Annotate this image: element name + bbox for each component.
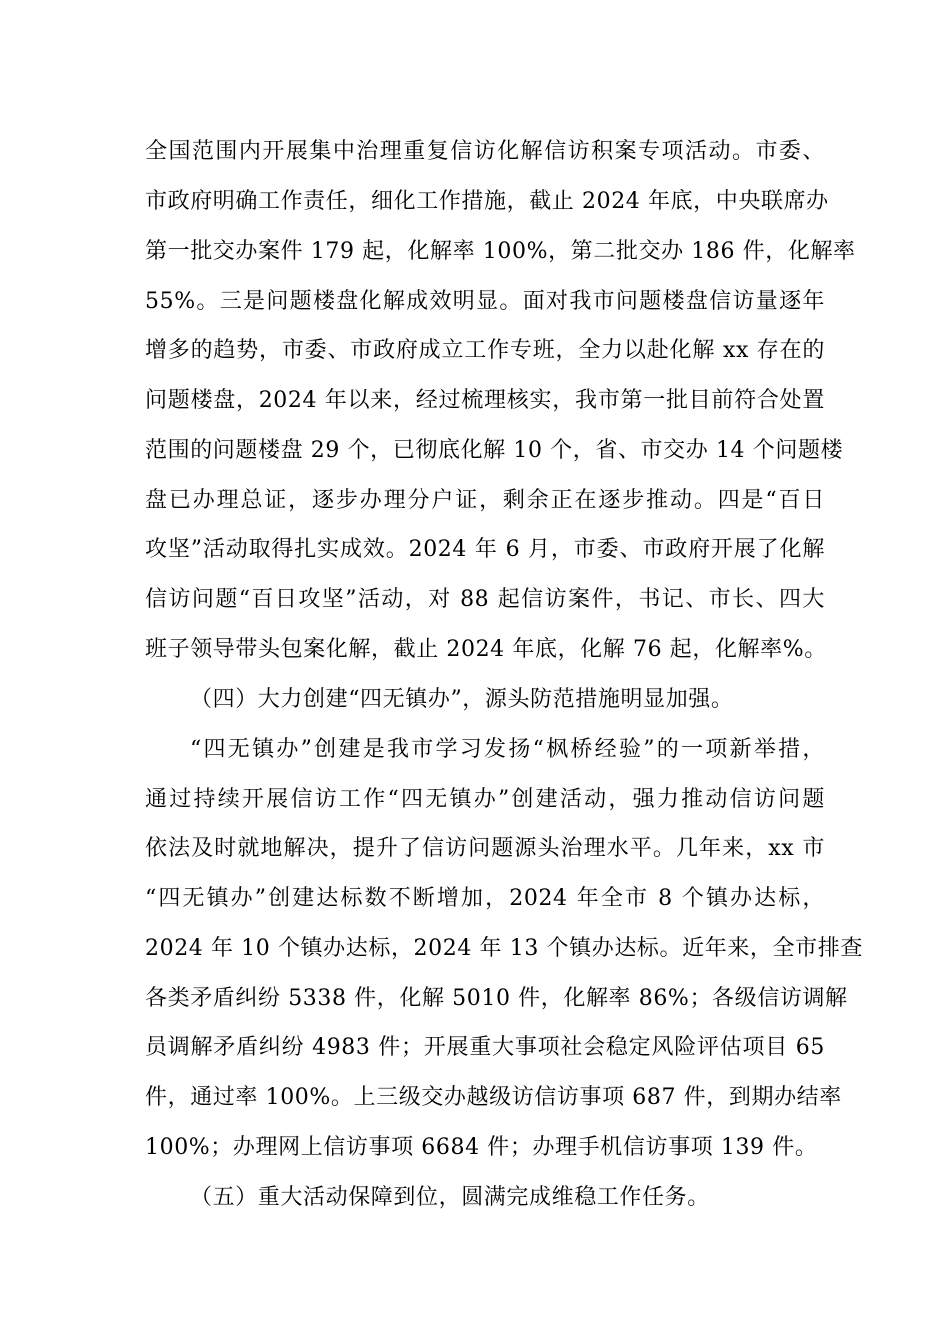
body-line-14: 依法及时就地解决，提升了信访问题源头治理水平。几年来，xx 市 bbox=[145, 836, 825, 861]
body-line-5: 增多的趋势，市委、市政府成立工作专班，全力以赴化解 xx 存在的 bbox=[145, 338, 825, 363]
body-line-7: 范围的问题楼盘 29 个，已彻底化解 10 个，省、市交办 14 个问题楼 bbox=[145, 438, 844, 463]
body-line-15: “四无镇办”创建达标数不断增加，2024 年全市 8 个镇办达标， bbox=[145, 886, 825, 911]
body-line-18: 员调解矛盾纠纷 4983 件；开展重大事项社会稳定风险评估项目 65 bbox=[145, 1035, 825, 1060]
body-line-20: 100%；办理网上信访事项 6684 件；办理手机信访事项 139 件。 bbox=[145, 1135, 818, 1160]
body-line-9: 攻坚”活动取得扎实成效。2024 年 6 月，市委、市政府开展了化解 bbox=[145, 537, 825, 562]
section-heading-4: （四）大力创建“四无镇办”，源头防范措施明显加强。 bbox=[190, 687, 734, 712]
body-line-11: 班子领导带头包案化解，截止 2024 年底，化解 76 起，化解率%。 bbox=[145, 637, 827, 662]
body-line-12: “四无镇办”创建是我市学习发扬“枫桥经验”的一项新举措， bbox=[190, 737, 825, 762]
body-line-19: 件，通过率 100%。上三级交办越级访信访事项 687 件，到期办结率 bbox=[145, 1085, 842, 1110]
body-line-17: 各类矛盾纠纷 5338 件，化解 5010 件，化解率 86%；各级信访调解 bbox=[145, 986, 848, 1011]
body-line-4: 55%。三是问题楼盘化解成效明显。面对我市问题楼盘信访量逐年 bbox=[145, 289, 825, 314]
body-line-3: 第一批交办案件 179 起，化解率 100%，第二批交办 186 件，化解率 bbox=[145, 239, 856, 264]
body-line-16: 2024 年 10 个镇办达标，2024 年 13 个镇办达标。近年来，全市排查 bbox=[145, 936, 863, 961]
section-heading-5: （五）重大活动保障到位，圆满完成维稳工作任务。 bbox=[190, 1185, 710, 1210]
body-line-6: 问题楼盘，2024 年以来，经过梳理核实，我市第一批目前符合处置 bbox=[145, 388, 825, 413]
body-line-1: 全国范围内开展集中治理重复信访化解信访积案专项活动。市委、 bbox=[145, 139, 825, 164]
body-line-8: 盘已办理总证，逐步办理分户证，剩余正在逐步推动。四是“百日 bbox=[145, 488, 825, 513]
body-line-13: 通过持续开展信访工作“四无镇办”创建活动，强力推动信访问题 bbox=[145, 787, 825, 812]
body-line-10: 信访问题“百日攻坚”活动，对 88 起信访案件，书记、市长、四大 bbox=[145, 587, 825, 612]
body-line-2: 市政府明确工作责任，细化工作措施，截止 2024 年底，中央联席办 bbox=[145, 189, 829, 214]
